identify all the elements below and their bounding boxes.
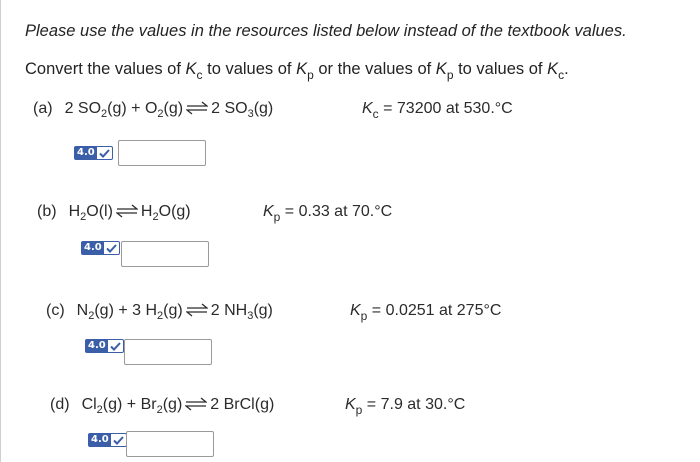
formula-subscript: 2 [101,108,108,120]
problem-label: (c) [46,302,65,319]
formula-subscript: 2 [96,404,103,416]
equilibrium-arrow-icon [116,204,138,218]
problem-label: (a) [33,100,53,117]
score-value: 4.0 [81,241,104,255]
k-expression: = 0.0251 at 275°C [367,302,502,319]
k-symbol: K [547,60,559,78]
formula-subscript: 2 [88,310,95,322]
formula: H [145,302,158,319]
score-value: 4.0 [74,146,97,160]
k-expression: = 73200 at 530.°C [378,100,513,117]
formula-subscript: 2 [157,310,164,322]
formula-subscript: 2 [152,211,159,223]
instructions-text: Please use the values in the resources listed below instead of the textbook values. [25,22,627,40]
score-badge [81,240,120,256]
state: (g) [107,100,127,117]
state: (g) [163,302,183,319]
k-subscript: p [355,403,363,417]
state: (g) [253,100,274,117]
coefficient: 3 [132,302,146,319]
answer-input-d[interactable] [126,431,214,457]
equilibrium-arrow-icon [185,397,207,411]
state: (g) [254,396,275,413]
checkmark-icon [104,241,120,255]
convert-text: to values of [202,60,297,78]
k-subscript: c [558,68,565,82]
k-subscript: p [273,210,281,224]
plus-sign: + [113,302,133,319]
checkmark-icon [97,146,113,160]
formula: NH [224,302,248,319]
problem-c-equation [46,302,273,322]
formula-subscript: 2 [80,211,87,223]
formula: Br [140,396,157,413]
k-symbol: K [263,203,274,220]
state: (l) [98,203,113,220]
state: (g) [102,396,123,413]
equilibrium-arrow-icon [186,303,208,317]
k-subscript: c [372,107,379,121]
state: (g) [253,302,273,319]
state: (g) [162,396,183,413]
k-symbol: K [345,396,356,413]
k-subscript: p [360,309,368,323]
score-badge [74,145,113,161]
k-subscript: c [196,68,203,82]
problem-d-equation [50,396,274,416]
problem-a-equation [33,100,273,120]
equilibrium-arrow-icon [186,101,208,115]
k-symbol: K [362,100,373,117]
problem-c-k-value [350,302,501,323]
formula: O [86,203,99,220]
score-value: 4.0 [85,339,108,353]
problem-b-equation [37,203,191,223]
checkmark-icon [111,433,127,447]
convert-end: . [564,60,569,78]
convert-text: or the values of [313,60,436,78]
score-badge [88,432,127,448]
formula: O [144,100,158,117]
formula: H [140,203,153,220]
formula: SO [224,100,248,117]
plus-sign: + [122,396,141,413]
state: (g) [171,203,191,220]
answer-input-c[interactable] [124,339,212,365]
convert-text: to values of [453,60,548,78]
convert-prompt [25,60,569,82]
checkmark-icon [108,339,124,353]
coefficient: 2 [210,302,225,319]
problem-a-k-value [362,100,513,121]
answer-input-a[interactable] [118,140,206,166]
formula-subscript: 3 [247,108,254,120]
formula: N [76,302,89,319]
coefficient: 2 [210,396,224,413]
k-symbol: K [296,60,308,78]
k-symbol: K [185,60,197,78]
score-value: 4.0 [88,433,111,447]
formula-subscript: 3 [247,310,254,322]
coefficient: 2 [64,100,78,117]
state: (g) [163,100,184,117]
formula: BrCl [223,396,255,413]
formula-subscript: 2 [156,404,163,416]
plus-sign: + [126,100,145,117]
problem-b-k-value [263,203,392,224]
k-subscript: p [307,68,314,82]
k-symbol: K [435,60,447,78]
formula: Cl [81,396,97,413]
problem-label: (d) [50,396,70,413]
state: (g) [94,302,114,319]
convert-prefix: Convert the values of [25,60,186,78]
k-expression: = 0.33 at 70.°C [280,203,393,220]
k-subscript: p [446,68,454,82]
coefficient: 2 [211,100,225,117]
formula: H [68,203,81,220]
problem-d-k-value [345,396,465,417]
k-symbol: K [350,302,361,319]
formula: O [158,203,172,220]
formula: SO [77,100,102,117]
formula-subscript: 2 [157,108,164,120]
problem-label: (b) [37,203,57,220]
score-badge [85,338,124,354]
k-expression: = 7.9 at 30.°C [362,396,466,413]
answer-input-b[interactable] [121,241,209,267]
